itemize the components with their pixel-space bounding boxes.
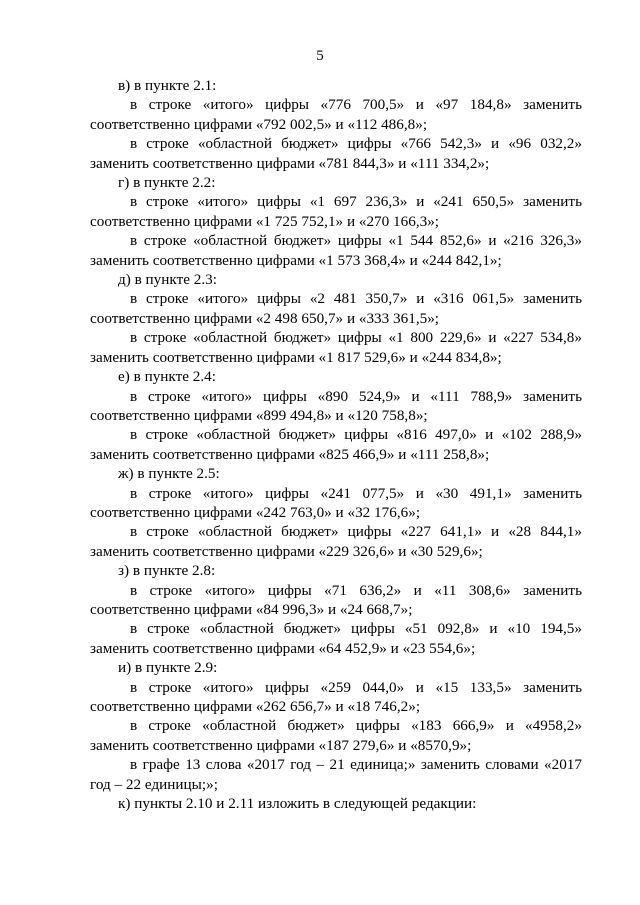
- list-item-v: в) в пункте 2.1:: [118, 77, 217, 94]
- list-item-zh: ж) в пункте 2.5:: [118, 465, 220, 483]
- amendment-paragraph: в строке «областной бюджет» цифры «1 544 852,6» и «216 326,3» заменить соответственно цифрами «1 573 368,4» и «244 842,1»;: [90, 232, 582, 269]
- amendment-paragraph: в строке «областной бюджет» цифры «1 800 229,6» и «227 534,8» заменить соответственно цифрами «1 817 529,6» и «244 834,8»;: [90, 329, 582, 366]
- list-item-e: е) в пункте 2.4:: [118, 368, 216, 386]
- amendment-paragraph: в строке «областной бюджет» цифры «227 641,1» и «28 844,1» заменить соответственно цифрами «229 326,6» и «30 529,6»;: [90, 523, 582, 560]
- amendment-paragraph: в строке «областной бюджет» цифры «51 092,8» и «10 194,5» заменить соответственно цифрами «64 452,9» и «23 554,6»;: [90, 620, 582, 657]
- amendment-paragraph: в строке «итого» цифры «259 044,0» и «15 133,5» заменить соответственно цифрами «262 656,7» и «18 746,2»;: [90, 678, 582, 715]
- amendment-paragraph: в строке «итого» цифры «241 077,5» и «30 491,1» заменить соответственно цифрами «242 763,0» и «32 176,6»;: [90, 484, 582, 521]
- document-body: [90, 76, 582, 813]
- amendment-paragraph: в строке «областной бюджет» цифры «766 542,3» и «96 032,2» заменить соответственно цифрами «781 844,3» и «111 334,2»;: [90, 135, 582, 172]
- amendment-paragraph: в строке «областной бюджет» цифры «816 497,0» и «102 288,9» заменить соответственно цифрами «825 466,9» и «111 258,8»;: [90, 426, 582, 463]
- amendment-paragraph: в строке «итого» цифры «890 524,9» и «111 788,9» заменить соответственно цифрами «899 494,8» и «120 758,8»;: [90, 387, 582, 424]
- amendment-paragraph: в строке «областной бюджет» цифры «183 666,9» и «4958,2» заменить соответственно цифрами «187 279,6» и «8570,9»;: [90, 717, 582, 754]
- list-item-i: и) в пункте 2.9:: [118, 659, 218, 677]
- list-item-g: г) в пункте 2.2:: [118, 174, 216, 192]
- list-item-k: к) пункты 2.10 и 2.11 изложить в следующей редакции:: [118, 795, 477, 813]
- amendment-paragraph: в строке «итого» цифры «776 700,5» и «97 184,8» заменить соответственно цифрами «792 002,5» и «112 486,8»;: [90, 96, 582, 133]
- page-number: 5: [316, 48, 324, 64]
- list-item-d: д) в пункте 2.3:: [118, 271, 217, 289]
- amendment-paragraph: в графе 13 слова «2017 год – 21 единица;» заменить словами «2017 год – 22 единицы;»;: [90, 756, 582, 793]
- amendment-paragraph: в строке «итого» цифры «1 697 236,3» и «241 650,5» заменить соответственно цифрами «1 725 752,1» и «270 166,3»;: [90, 193, 582, 230]
- list-item-z: з) в пункте 2.8:: [118, 562, 216, 580]
- amendment-paragraph: в строке «итого» цифры «71 636,2» и «11 308,6» заменить соответственно цифрами «84 996,3» и «24 668,7»;: [90, 581, 582, 618]
- amendment-paragraph: в строке «итого» цифры «2 481 350,7» и «316 061,5» заменить соответственно цифрами «2 498 650,7» и «333 361,5»;: [90, 290, 582, 327]
